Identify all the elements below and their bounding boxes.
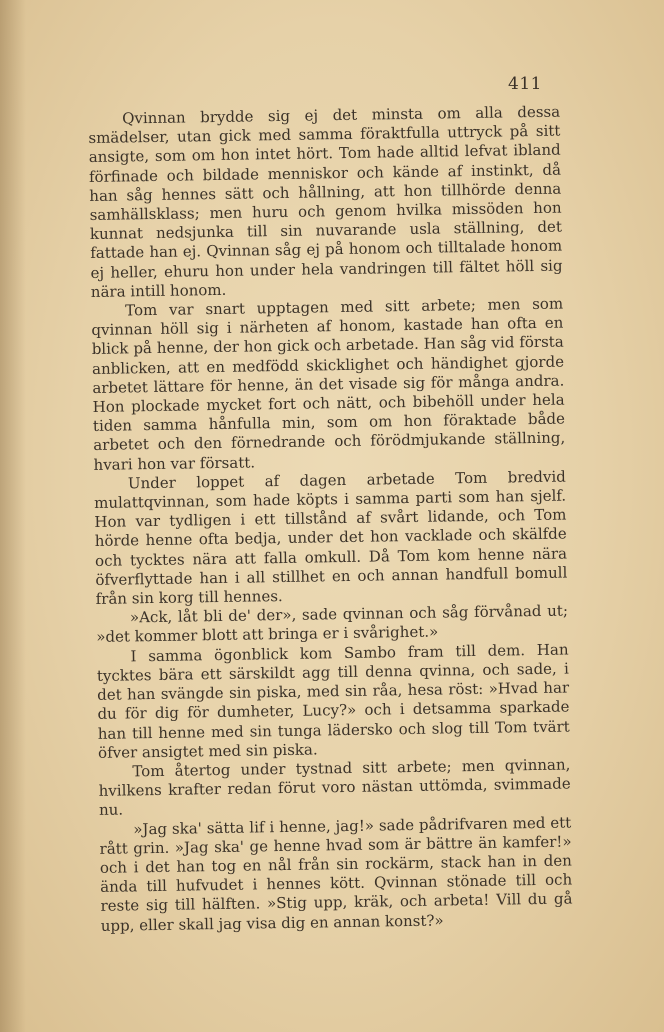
- binding-shadow: [0, 0, 26, 1032]
- page-number: 411: [508, 74, 542, 94]
- paragraph: »Jag ska' sätta lif i henne, jag!» sade pådrifvaren med ett rått grin. »Jag ska' ge henne hvad som är bättre än kamfer!» och i det han tog en nål från sin rockärm, stack han in den ända till hufvudet i hennes kött. Qvinnan stönade till och reste sig till hälften. »Stig upp, kräk, och arbeta! Vill du gå upp, eller skall jag visa dig en annan konst?»: [99, 813, 573, 935]
- paragraph: Qvinnan brydde sig ej det minsta om alla dessa smädelser, utan gick med samma föraktfulla uttryck på sitt ansigte, som om hon intet hört. Tom hade alltid lefvat ibland förfinade och bildade menniskor och kände af instinkt, då han såg hennes sätt och hållning, att hon tillhörde denna samhällsklass; men huru och genom hvilka missöden hon kunnat nedsjunka till sin nuvarande usla ställning, det fattade han ej. Qvinnan såg ej på honom och tilltalade honom ej heller, ehuru hon under hela vandringen till fältet höll sig nära intill honom.: [88, 102, 563, 301]
- paragraph: I samma ögonblick kom Sambo fram till dem. Han tycktes bära ett särskildt agg till denna qvinna, och sade, i det han svängde sin piska, med sin råa, hesa röst: »Hvad har du för dig för dumheter, Lucy?» och i detsamma sparkade han till henne med sin tunga lädersko och slog till Tom tvärt öfver ansigtet med sin piska.: [96, 640, 570, 762]
- paragraph: Under loppet af dagen arbetade Tom bredvid mulattqvinnan, som hade köpts i samma parti som han sjelf. Hon var tydligen i ett tillstånd af svårt lidande, och Tom hörde henne ofta bedja, under det hon vacklade och skälfde och tycktes nära att falla omkull. Då Tom kom henne nära öfverflyttade han i all stillhet en och annan handfull bomull från sin korg till hennes.: [94, 467, 568, 609]
- paragraph: Tom var snart upptagen med sitt arbete; men som qvinnan höll sig i närheten af honom, kastade han ofta en blick på henne, der hon gick och arbetade. Han såg vid första anblicken, att en medfödd skicklighet och händighet gjorde arbetet lättare för henne, än det visade sig för många andra. Hon plockade mycket fort och nätt, och bibehöll under hela tiden samma hånfulla min, som om hon föraktade både arbetet och den förnedrande och förödmjukande ställning, hvari hon var försatt.: [91, 294, 566, 474]
- paragraph: Tom återtog under tystnad sitt arbete; men qvinnan, hvilkens krafter redan förut voro nästan uttömda, svimmade nu.: [98, 755, 571, 820]
- paragraph: »Ack, låt bli de' der», sade qvinnan och såg förvånad ut; »det kommer blott att bringa er i svårighet.»: [96, 601, 569, 647]
- body-text: [88, 103, 573, 936]
